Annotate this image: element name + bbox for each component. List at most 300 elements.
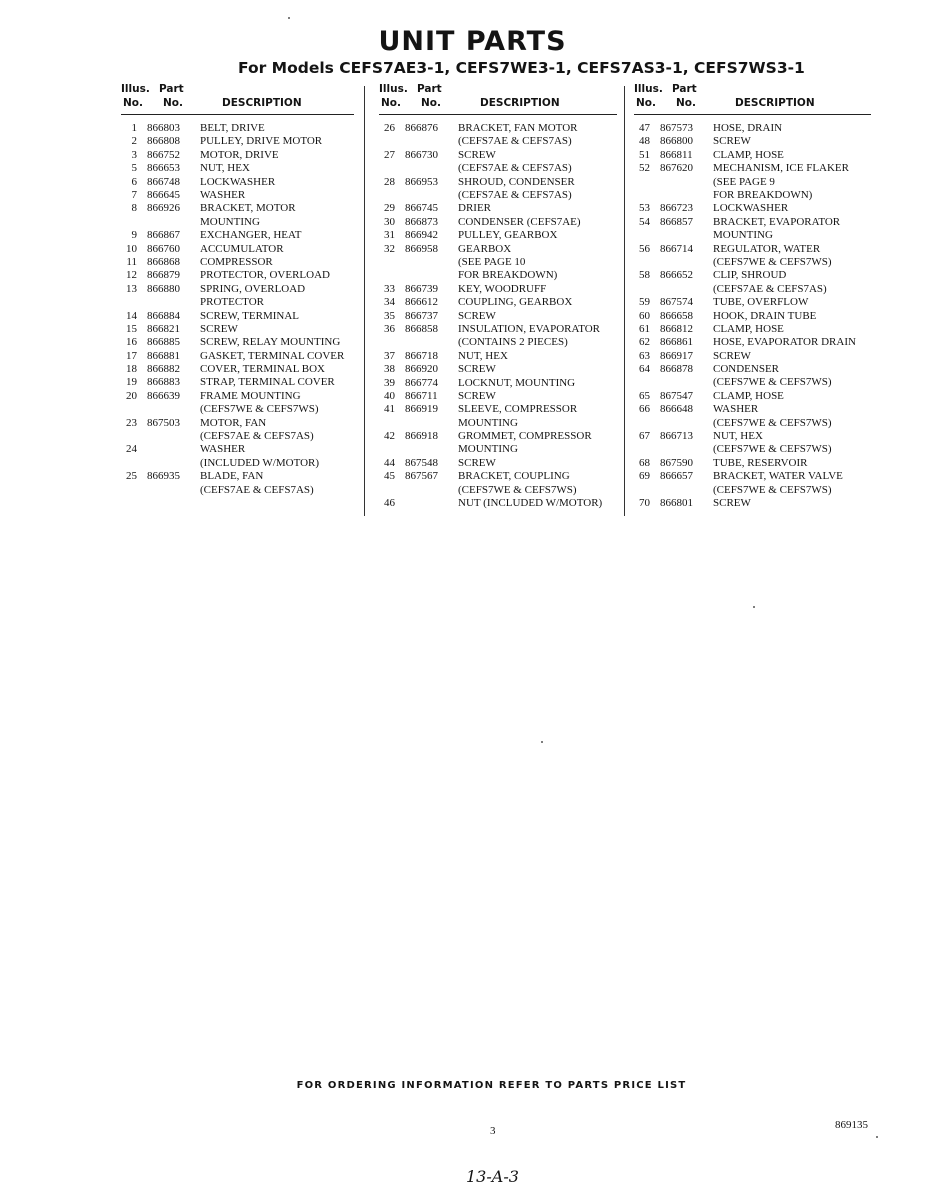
illus-number: 24 — [126, 443, 137, 456]
description-line: PROTECTOR, OVERLOAD — [200, 269, 330, 282]
part-number: 867567 — [405, 470, 438, 483]
description-line: SCREW — [200, 322, 238, 335]
header-illus: Illus. — [634, 83, 663, 95]
part-description — [458, 216, 581, 229]
part-number: 866953 — [405, 175, 438, 188]
description-line: MOUNTING — [713, 229, 773, 242]
table-row — [379, 283, 617, 296]
description-line: CLAMP, HOSE — [713, 148, 784, 161]
header-part: Part — [672, 83, 697, 95]
part-description — [200, 229, 301, 242]
part-number: 866752 — [147, 148, 180, 161]
part-description — [200, 283, 305, 310]
description-line: SCREW — [458, 363, 496, 376]
part-number: 866652 — [660, 269, 693, 282]
description-line: TUBE, RESERVOIR — [713, 456, 808, 469]
part-number: 866885 — [147, 336, 180, 349]
description-line: (CEFS7WE & CEFS7WS) — [713, 443, 832, 456]
description-line: BELT, DRIVE — [200, 122, 265, 134]
table-row — [634, 122, 871, 135]
part-number: 867590 — [660, 456, 693, 469]
description-line: HOOK, DRAIN TUBE — [713, 309, 817, 322]
description-line: (CEFS7AE & CEFS7AS) — [200, 430, 314, 443]
table-row — [379, 377, 617, 390]
part-number: 867573 — [660, 122, 693, 134]
part-description — [458, 283, 546, 296]
header-description: DESCRIPTION — [222, 97, 302, 109]
part-description — [458, 430, 592, 457]
illus-number: 47 — [639, 122, 650, 134]
illus-number: 25 — [126, 470, 137, 483]
illus-number: 7 — [131, 188, 137, 201]
part-description — [200, 336, 340, 349]
illus-number: 5 — [131, 162, 137, 175]
illus-number: 67 — [639, 430, 650, 443]
part-description — [458, 390, 496, 403]
header-illus-no: No. — [636, 97, 656, 109]
part-number: 866745 — [405, 202, 438, 215]
part-description — [458, 310, 496, 323]
table-row — [379, 310, 617, 323]
description-line: MOUNTING — [200, 215, 260, 228]
part-description — [713, 202, 788, 215]
description-line: CONDENSER (CEFS7AE) — [458, 215, 581, 228]
part-number: 867547 — [660, 389, 693, 402]
part-description — [458, 350, 508, 363]
illus-number: 34 — [384, 296, 395, 309]
description-line: (INCLUDED W/MOTOR) — [200, 456, 320, 469]
illus-number: 30 — [384, 215, 395, 228]
part-number: 866748 — [147, 175, 180, 188]
illus-number: 53 — [639, 202, 650, 215]
description-line: BRACKET, EVAPORATOR — [713, 215, 841, 228]
table-row — [121, 323, 354, 336]
scan-speck — [753, 606, 755, 608]
description-line: SCREW — [713, 349, 751, 362]
illus-number: 54 — [639, 215, 650, 228]
table-row — [379, 296, 617, 309]
part-number: 866876 — [405, 122, 438, 134]
part-number: 866774 — [405, 376, 438, 389]
illus-number: 15 — [126, 322, 137, 335]
part-number: 866801 — [660, 497, 693, 510]
part-number: 866861 — [660, 336, 693, 349]
table-row — [634, 336, 871, 349]
description-line: NUT, HEX — [200, 162, 250, 175]
illus-number: 16 — [126, 336, 137, 349]
description-line: BRACKET, FAN MOTOR — [458, 122, 578, 134]
part-number: 866648 — [660, 403, 693, 416]
table-row — [121, 149, 354, 162]
illus-number: 20 — [126, 389, 137, 402]
illus-number: 39 — [384, 376, 395, 389]
part-number: 866920 — [405, 363, 438, 376]
part-description — [200, 149, 279, 162]
description-line: MOTOR, DRIVE — [200, 148, 279, 161]
table-row — [634, 470, 871, 497]
parts-list — [634, 115, 871, 510]
part-description — [200, 269, 330, 282]
part-number: 867574 — [660, 296, 693, 309]
table-row — [634, 430, 871, 457]
part-description — [713, 470, 843, 497]
parts-list — [121, 115, 354, 497]
table-row — [121, 336, 354, 349]
description-line: EXCHANGER, HEAT — [200, 229, 302, 242]
part-description — [713, 497, 751, 510]
illus-number: 11 — [126, 255, 137, 268]
table-row — [121, 376, 354, 389]
description-line: SCREW — [458, 309, 496, 322]
illus-number: 6 — [131, 175, 137, 188]
illus-number: 1 — [131, 122, 137, 134]
table-row — [634, 162, 871, 202]
table-row — [121, 122, 354, 135]
table-row — [634, 390, 871, 403]
illus-number: 37 — [384, 349, 395, 362]
description-line: LOCKWASHER — [200, 175, 276, 188]
part-description — [458, 122, 578, 149]
table-row — [379, 202, 617, 215]
illus-number: 2 — [131, 135, 137, 148]
description-line: MOTOR, FAN — [200, 416, 267, 429]
illus-number: 62 — [639, 336, 650, 349]
part-description — [458, 403, 577, 430]
part-description — [713, 269, 827, 296]
part-number: 866884 — [147, 309, 180, 322]
description-line: LOCKWASHER — [713, 202, 789, 215]
part-number: 866658 — [660, 309, 693, 322]
part-description — [713, 216, 840, 243]
part-description — [200, 310, 299, 323]
header-illus-no: No. — [381, 97, 401, 109]
part-number: 867548 — [405, 456, 438, 469]
illus-number: 27 — [384, 148, 395, 161]
illus-number: 18 — [126, 363, 137, 376]
part-number: 866714 — [660, 242, 693, 255]
illus-number: 29 — [384, 202, 395, 215]
part-number: 867503 — [147, 416, 180, 429]
description-line: PROTECTOR — [200, 296, 264, 309]
part-number: 866811 — [660, 148, 693, 161]
illus-number: 9 — [131, 229, 137, 242]
header-illus: Illus. — [121, 83, 150, 95]
part-number: 866881 — [147, 349, 180, 362]
description-line: BRACKET, WATER VALVE — [713, 470, 843, 483]
description-line: SCREW — [713, 497, 751, 510]
description-line: REGULATOR, WATER — [713, 242, 821, 255]
description-line: SCREW, RELAY MOUNTING — [200, 336, 341, 349]
table-row — [121, 350, 354, 363]
table-row — [634, 202, 871, 215]
table-row — [379, 403, 617, 430]
part-number: 866857 — [660, 215, 693, 228]
illus-number: 40 — [384, 389, 395, 402]
illus-number: 13 — [126, 282, 137, 295]
description-line: INSULATION, EVAPORATOR — [458, 322, 600, 335]
illus-number: 63 — [639, 349, 650, 362]
illus-number: 32 — [384, 242, 395, 255]
table-row — [634, 497, 871, 510]
table-row — [121, 470, 354, 497]
description-line: GEARBOX — [458, 242, 512, 255]
part-number: 866803 — [147, 122, 180, 134]
illus-number: 12 — [126, 269, 137, 282]
part-description — [458, 457, 496, 470]
part-number: 866926 — [147, 202, 180, 215]
description-line: (CEFS7AE & CEFS7AS) — [200, 483, 314, 496]
table-row — [121, 229, 354, 242]
part-number: 866942 — [405, 229, 438, 242]
column-divider — [364, 86, 365, 516]
part-number: 866883 — [147, 376, 180, 389]
part-number: 866657 — [660, 470, 693, 483]
part-number: 866737 — [405, 309, 438, 322]
description-line: (CEFS7AE & CEFS7AS) — [713, 282, 827, 295]
table-row — [379, 363, 617, 376]
table-row — [379, 457, 617, 470]
part-number: 866858 — [405, 322, 438, 335]
handwritten-note: 13-A-3 — [466, 1167, 519, 1186]
table-row — [634, 135, 871, 148]
part-description — [200, 470, 314, 497]
illus-number: 46 — [384, 497, 395, 510]
description-line: SCREW — [458, 148, 496, 161]
description-line: (CONTAINS 2 PIECES) — [458, 336, 568, 349]
part-description — [458, 363, 496, 376]
table-row — [379, 243, 617, 283]
page-title: UNIT PARTS — [378, 26, 567, 57]
part-number: 866918 — [405, 430, 438, 443]
part-number: 866935 — [147, 470, 180, 483]
illus-number: 36 — [384, 322, 395, 335]
page-number: 3 — [490, 1125, 496, 1137]
description-line: HOSE, EVAPORATOR DRAIN — [713, 336, 856, 349]
table-row — [121, 269, 354, 282]
parts-column-1 — [121, 80, 354, 497]
table-row — [121, 256, 354, 269]
description-line: SCREW — [458, 389, 496, 402]
description-line: SPRING, OVERLOAD — [200, 282, 306, 295]
part-number: 866739 — [405, 282, 438, 295]
part-number: 866958 — [405, 242, 438, 255]
description-line: BLADE, FAN — [200, 470, 264, 483]
models-subtitle: For Models CEFS7AE3-1, CEFS7WE3-1, CEFS7AS3-1, CEFS7WS3-1 — [238, 59, 805, 77]
part-number: 866868 — [147, 255, 180, 268]
part-description — [713, 390, 784, 403]
part-description — [458, 323, 600, 350]
description-line: CLAMP, HOSE — [713, 322, 784, 335]
illus-number: 17 — [126, 349, 137, 362]
description-line: STRAP, TERMINAL COVER — [200, 376, 335, 389]
part-description — [458, 377, 575, 390]
table-row — [121, 189, 354, 202]
part-description — [713, 363, 832, 390]
part-description — [713, 149, 784, 162]
header-part-no: No. — [163, 97, 183, 109]
description-line: FOR BREAKDOWN) — [458, 269, 558, 282]
column-header — [634, 80, 871, 115]
description-line: HOSE, DRAIN — [713, 122, 783, 134]
description-line: (SEE PAGE 9 — [713, 175, 775, 188]
illus-number: 70 — [639, 497, 650, 510]
illus-number: 61 — [639, 322, 650, 335]
part-description — [458, 243, 557, 283]
part-description — [713, 350, 751, 363]
header-part: Part — [417, 83, 442, 95]
document-code: 869135 — [835, 1119, 868, 1131]
parts-list — [379, 115, 617, 510]
part-description — [713, 430, 832, 457]
part-description — [200, 176, 275, 189]
part-number: 866718 — [405, 349, 438, 362]
description-line: GASKET, TERMINAL COVER — [200, 349, 345, 362]
illus-number: 64 — [639, 363, 650, 376]
part-description — [458, 149, 572, 176]
description-line: WASHER — [200, 188, 246, 201]
description-line: MOUNTING — [458, 416, 518, 429]
table-row — [634, 243, 871, 270]
description-line: WASHER — [713, 403, 759, 416]
part-description — [200, 202, 296, 229]
description-line: WASHER — [200, 443, 246, 456]
part-description — [458, 470, 577, 497]
table-row — [379, 149, 617, 176]
part-number: 866760 — [147, 242, 180, 255]
part-description — [200, 135, 322, 148]
table-row — [634, 296, 871, 309]
description-line: NUT (INCLUDED W/MOTOR) — [458, 497, 603, 510]
table-row — [121, 135, 354, 148]
description-line: PULLEY, GEARBOX — [458, 229, 558, 242]
illus-number: 8 — [131, 202, 137, 215]
illus-number: 41 — [384, 403, 395, 416]
table-row — [634, 149, 871, 162]
description-line: (CEFS7AE & CEFS7AS) — [458, 188, 572, 201]
table-row — [121, 443, 354, 470]
header-description: DESCRIPTION — [480, 97, 560, 109]
part-description — [200, 363, 325, 376]
part-number: 866917 — [660, 349, 693, 362]
illus-number: 69 — [639, 470, 650, 483]
part-description — [200, 189, 245, 202]
illus-number: 10 — [126, 242, 137, 255]
part-description — [713, 162, 849, 202]
description-line: PULLEY, DRIVE MOTOR — [200, 135, 323, 148]
description-line: NUT, HEX — [458, 349, 508, 362]
part-description — [713, 296, 808, 309]
part-description — [458, 176, 575, 203]
part-description — [200, 323, 238, 336]
description-line: (CEFS7AE & CEFS7AS) — [458, 135, 572, 148]
part-description — [200, 162, 250, 175]
description-line: COVER, TERMINAL BOX — [200, 363, 325, 376]
description-line: (SEE PAGE 10 — [458, 255, 526, 268]
part-number: 866653 — [147, 162, 180, 175]
illus-number: 23 — [126, 416, 137, 429]
part-number: 866919 — [405, 403, 438, 416]
illus-number: 52 — [639, 162, 650, 175]
description-line: SCREW — [713, 135, 751, 148]
table-row — [121, 417, 354, 444]
description-line: FRAME MOUNTING — [200, 389, 301, 402]
part-number: 866808 — [147, 135, 180, 148]
header-illus: Illus. — [379, 83, 408, 95]
part-description — [713, 336, 856, 349]
description-line: TUBE, OVERFLOW — [713, 296, 809, 309]
part-number: 866800 — [660, 135, 693, 148]
part-description — [200, 256, 273, 269]
illus-number: 14 — [126, 309, 137, 322]
description-line: (CEFS7AE & CEFS7AS) — [458, 162, 572, 175]
table-row — [121, 202, 354, 229]
part-description — [200, 443, 319, 470]
scan-speck — [876, 1136, 878, 1138]
part-number: 866713 — [660, 430, 693, 443]
part-number: 866639 — [147, 389, 180, 402]
table-row — [121, 243, 354, 256]
table-row — [379, 216, 617, 229]
description-line: COUPLING, GEARBOX — [458, 296, 573, 309]
part-number: 866645 — [147, 188, 180, 201]
table-row — [634, 216, 871, 243]
illus-number: 44 — [384, 456, 395, 469]
table-row — [121, 363, 354, 376]
part-description — [200, 390, 319, 417]
table-row — [121, 310, 354, 323]
part-description — [458, 229, 557, 242]
part-description — [713, 243, 832, 270]
part-number: 866821 — [147, 322, 180, 335]
description-line: MECHANISM, ICE FLAKER — [713, 162, 849, 175]
part-number: 866867 — [147, 229, 180, 242]
description-line: DRIER — [458, 202, 491, 215]
part-description — [713, 310, 816, 323]
description-line: CLAMP, HOSE — [713, 389, 784, 402]
description-line: CONDENSER — [713, 363, 780, 376]
part-description — [713, 457, 807, 470]
description-line: ACCUMULATOR — [200, 242, 284, 255]
part-number: 866873 — [405, 215, 438, 228]
column-divider — [624, 86, 625, 516]
table-row — [379, 430, 617, 457]
description-line: FOR BREAKDOWN) — [713, 188, 813, 201]
header-part: Part — [159, 83, 184, 95]
illus-number: 48 — [639, 135, 650, 148]
parts-column-3 — [634, 80, 871, 510]
table-row — [379, 470, 617, 497]
description-line: COMPRESSOR — [200, 255, 273, 268]
part-number: 866879 — [147, 269, 180, 282]
description-line: SCREW, TERMINAL — [200, 309, 300, 322]
description-line: (CEFS7WE & CEFS7WS) — [713, 483, 832, 496]
scan-speck — [288, 17, 290, 19]
illus-number: 66 — [639, 403, 650, 416]
table-row — [634, 310, 871, 323]
illus-number: 45 — [384, 470, 395, 483]
table-row — [634, 363, 871, 390]
illus-number: 65 — [639, 389, 650, 402]
table-row — [121, 176, 354, 189]
description-line: (CEFS7WE & CEFS7WS) — [713, 416, 832, 429]
description-line: GROMMET, COMPRESSOR — [458, 430, 592, 443]
table-row — [379, 176, 617, 203]
part-description — [200, 376, 335, 389]
part-description — [200, 122, 265, 135]
description-line: (CEFS7WE & CEFS7WS) — [458, 483, 577, 496]
description-line: BRACKET, COUPLING — [458, 470, 570, 483]
table-row — [379, 497, 617, 510]
